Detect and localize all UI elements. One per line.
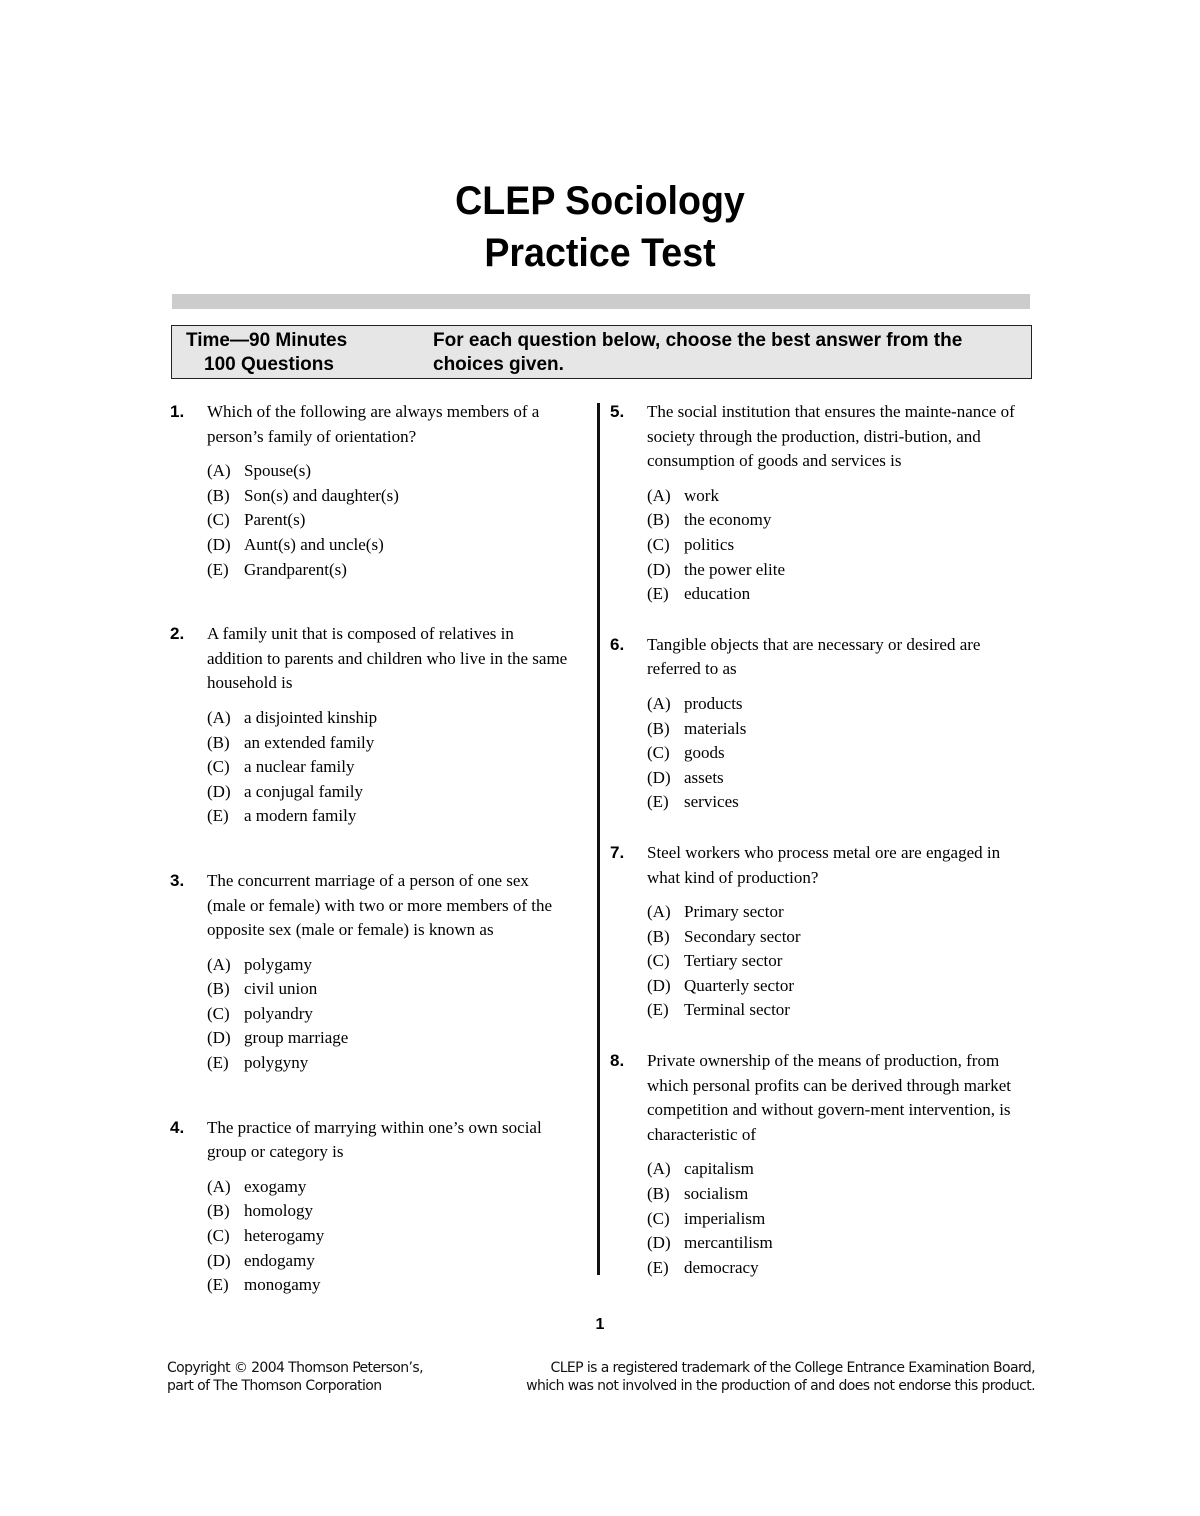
choice-text: a disjointed kinship [244,707,378,727]
choice-b[interactable] [207,484,570,509]
choice-text: Parent(s) [244,510,306,530]
choice-letter: (B) [207,1201,230,1221]
question-number: 5. [610,402,625,421]
choice-text: the economy [684,510,772,530]
choice-letter: (C) [207,1226,230,1246]
choice-text: polygamy [244,954,312,974]
choice-letter: (A) [647,693,671,713]
choice-a[interactable] [207,953,570,978]
trademark-line-2: which was not involved in the production of and does not endorse this product. [526,1378,1035,1394]
choice-text: Primary sector [684,902,784,922]
question-3 [170,869,570,1076]
choice-b[interactable] [647,925,1035,950]
question-text: Tangible objects that are necessary or desired are referred to as [647,634,981,679]
choice-c[interactable] [207,508,570,533]
choice-text: homology [244,1201,313,1221]
choice-letter: (E) [207,1275,229,1295]
choice-letter: (E) [647,792,669,812]
choice-d[interactable] [647,1231,1035,1256]
question-text: Steel workers who process metal ore are engaged in what kind of production? [647,842,1001,887]
choice-letter: (E) [647,1257,669,1277]
choice-letter: (C) [207,510,230,530]
copyright-line-2: part of The Thomson Corporation [167,1378,382,1394]
choice-letter: (D) [207,534,231,554]
choice-d[interactable] [207,1026,570,1051]
choice-letter: (B) [207,732,230,752]
instructions-box [171,325,1032,379]
choice-text: politics [684,534,735,554]
choice-text: Tertiary sector [684,951,783,971]
choice-letter: (C) [647,534,670,554]
choice-text: Spouse(s) [244,461,312,481]
choice-text: capitalism [684,1159,754,1179]
choice-text: an extended family [244,732,375,752]
choice-letter: (B) [647,1184,670,1204]
choice-text: Aunt(s) and uncle(s) [244,534,384,554]
choice-letter: (D) [647,1233,671,1253]
question-8 [610,1049,1035,1280]
choice-d[interactable] [207,1249,570,1274]
choice-d[interactable] [207,780,570,805]
copyright-line-1: Copyright © 2004 Thomson Peterson’s, [167,1360,423,1376]
question-text: The practice of marrying within one’s own social group or category is [207,1117,542,1162]
choice-text: education [684,584,751,604]
choice-letter: (A) [207,1176,231,1196]
choice-letter: (E) [647,1000,669,1020]
choice-letter: (D) [207,1028,231,1048]
question-count: 100 Questions [204,354,334,375]
choice-letter: (B) [647,718,670,738]
choice-letter: (D) [647,767,671,787]
answer-choices [647,692,1035,815]
question-number: 8. [610,1051,625,1071]
choice-letter: (C) [647,951,670,971]
question-number: 6. [610,634,625,654]
choice-c[interactable] [207,755,570,780]
title-rule [172,294,1030,309]
question-text: A family unit that is composed of relatives in addition to parents and children who live in the same household is [207,624,568,693]
choice-text: heterogamy [244,1226,325,1246]
choice-letter: (A) [207,707,231,727]
page-number: 1 [595,1316,605,1333]
choice-letter: (C) [647,743,670,763]
choice-a[interactable] [207,459,570,484]
question-5 [610,400,1035,607]
choice-e[interactable] [207,558,570,583]
choice-letter: (B) [207,485,230,505]
choice-text: a conjugal family [244,781,363,801]
choice-text: civil union [244,979,318,999]
choice-text: Grandparent(s) [244,559,347,579]
right-column [610,400,1035,1296]
choice-text: a nuclear family [244,757,355,777]
choice-letter: (E) [207,806,229,826]
choice-letter: (B) [647,926,670,946]
choice-e[interactable] [207,1273,570,1298]
choice-text: mercantilism [684,1233,773,1253]
question-4 [170,1116,570,1298]
choice-letter: (D) [647,975,671,995]
choice-letter: (B) [207,979,230,999]
choice-text: endogamy [244,1250,315,1270]
choice-d[interactable] [647,558,1035,583]
choice-text: Terminal sector [684,1000,790,1020]
choice-text: imperialism [684,1208,766,1228]
choice-e[interactable] [647,998,1035,1023]
choice-a[interactable] [647,484,1035,509]
choice-letter: (C) [647,1208,670,1228]
choice-e[interactable] [647,1256,1035,1281]
choice-d[interactable] [647,974,1035,999]
choice-a[interactable] [207,706,570,731]
choice-b[interactable] [647,1182,1035,1207]
choice-letter: (E) [207,1053,229,1073]
choice-letter: (A) [207,461,231,481]
choice-letter: (B) [647,510,670,530]
choice-letter: (C) [207,1003,230,1023]
choice-text: polyandry [244,1003,313,1023]
question-6 [610,633,1035,815]
choice-letter: (A) [647,485,671,505]
choice-c[interactable] [647,741,1035,766]
choice-letter: (A) [207,954,231,974]
choice-text: products [684,693,743,713]
choice-text: democracy [684,1257,759,1277]
choice-text: Son(s) and daughter(s) [244,485,399,505]
title-line-2: Practice Test [484,231,716,275]
choice-d[interactable] [647,766,1035,791]
choice-letter: (E) [207,559,229,579]
question-number: 7. [610,842,625,862]
answer-choices [207,1175,570,1298]
question-text: Which of the following are always members of a person’s family of orientation? [207,402,540,446]
question-2 [170,622,570,829]
choice-b[interactable] [207,977,570,1002]
choice-text: group marriage [244,1028,349,1048]
choice-c[interactable] [207,1224,570,1249]
choice-e[interactable] [207,804,570,829]
choice-b[interactable] [647,717,1035,742]
choice-a[interactable] [647,1157,1035,1182]
choice-text: Quarterly sector [684,975,794,995]
choice-letter: (D) [207,781,231,801]
choice-a[interactable] [647,900,1035,925]
choice-e[interactable] [207,1051,570,1076]
question-number: 2. [170,624,185,644]
choice-c[interactable] [207,1002,570,1027]
choice-text: assets [684,767,724,787]
choice-text: work [684,485,719,505]
time-limit: Time—90 Minutes [186,330,348,351]
choice-text: exogamy [244,1176,307,1196]
answer-choices [207,953,570,1076]
choice-text: polygyny [244,1053,309,1073]
choice-letter: (D) [647,559,671,579]
choice-letter: (A) [647,1159,671,1179]
question-text: Private ownership of the means of production, from which personal profits can be derived through market competition and without govern-ment intervention, is characteristic of [647,1051,1011,1144]
choice-text: Secondary sector [684,926,801,946]
copyright-notice [167,1359,423,1395]
choice-text: a modern family [244,806,357,826]
choice-text: socialism [684,1184,749,1204]
choice-letter: (E) [647,584,669,604]
choice-e[interactable] [647,790,1035,815]
choice-text: monogamy [244,1275,321,1295]
answer-choices [647,1157,1035,1280]
choice-text: materials [684,718,747,738]
question-7 [610,841,1035,1023]
question-text: The social institution that ensures the mainte-nance of society through the production, distri-bution, and consumption of goods and services is [647,402,1015,471]
page-title [36,175,1164,279]
instructions-text: For each question below, choose the best answer from the choices given. [433,330,963,375]
answer-choices [207,459,570,582]
trademark-line-1: CLEP is a registered trademark of the College Entrance Examination Board, [550,1360,1035,1376]
choice-a[interactable] [207,1175,570,1200]
trademark-notice [526,1359,1035,1395]
choice-text: the power elite [684,559,786,579]
test-meta [186,329,406,377]
question-1 [170,400,570,582]
choice-c[interactable] [647,1207,1035,1232]
choice-b[interactable] [207,731,570,756]
choice-letter: (A) [647,902,671,922]
question-number: 4. [170,1117,185,1137]
choice-b[interactable] [647,508,1035,533]
choice-text: services [684,792,739,812]
question-number: 1. [170,402,185,421]
choice-c[interactable] [647,533,1035,558]
left-column [170,400,570,1314]
choice-text: goods [684,743,725,763]
question-text: The concurrent marriage of a person of one sex (male or female) with two or more members of the opposite sex (male or female) is known as [207,870,553,940]
column-divider [597,403,600,1275]
choice-letter: (C) [207,757,230,777]
answer-choices [647,900,1035,1023]
choice-e[interactable] [647,582,1035,607]
answer-choices [647,484,1035,607]
choice-letter: (D) [207,1250,231,1270]
choice-c[interactable] [647,949,1035,974]
title-line-1: CLEP Sociology [455,179,745,223]
question-number: 3. [170,870,185,890]
choice-b[interactable] [207,1199,570,1224]
choice-d[interactable] [207,533,570,558]
answer-choices [207,706,570,829]
choice-a[interactable] [647,692,1035,717]
